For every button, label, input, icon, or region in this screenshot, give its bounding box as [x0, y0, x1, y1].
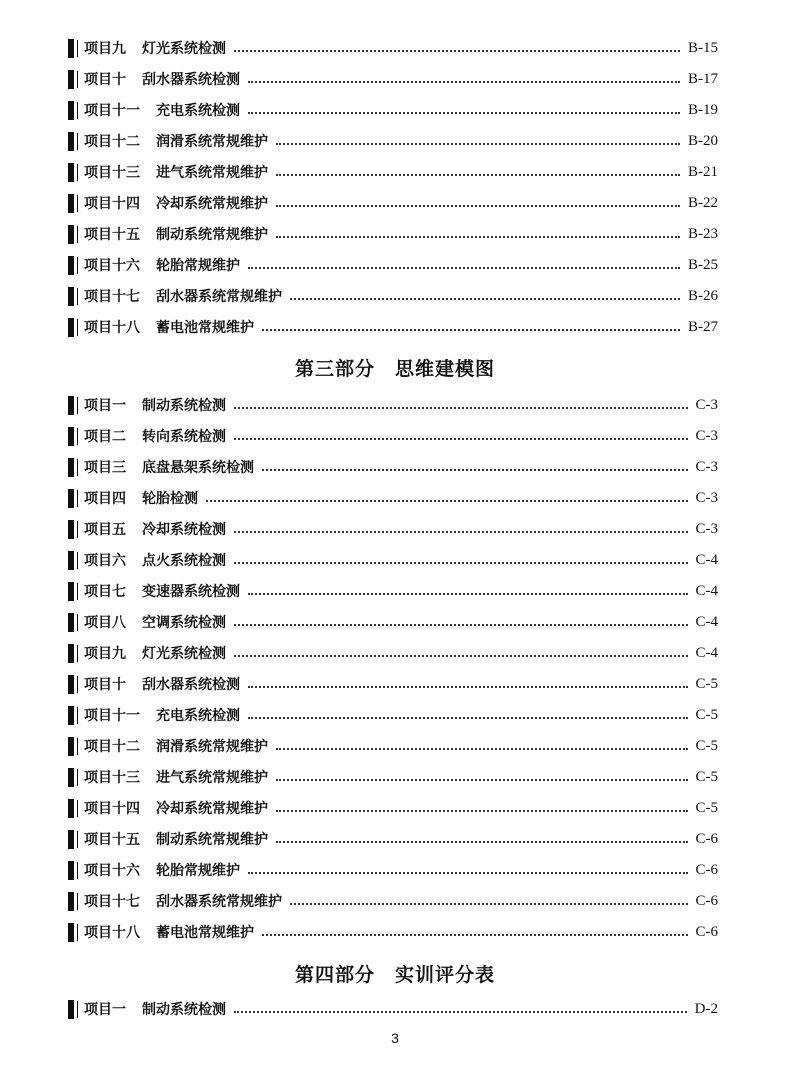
- entry-label: 项目十五: [84, 832, 140, 848]
- entry-marker-line: [77, 800, 78, 817]
- entry-title: 制动系统检测: [142, 1002, 226, 1018]
- entry-page: B-15: [688, 39, 718, 56]
- entry-page: C-4: [695, 582, 718, 599]
- entry-marker: [68, 163, 74, 182]
- entry-page: C-6: [695, 892, 718, 909]
- entry-title: 进气系统常规维护: [156, 165, 268, 181]
- toc-entry[interactable]: [68, 98, 718, 122]
- toc-entry[interactable]: [68, 517, 718, 541]
- entry-page: B-20: [688, 132, 718, 149]
- entry-title: 空调系统检测: [142, 615, 226, 631]
- entry-title: 底盘悬架系统检测: [142, 460, 254, 476]
- entry-title: 刮水器系统检测: [142, 72, 240, 88]
- entry-title: 轮胎检测: [142, 491, 198, 507]
- entry-page: D-2: [694, 1000, 718, 1017]
- dot-leader: [234, 562, 688, 564]
- dot-leader: [276, 236, 680, 238]
- dot-leader: [248, 81, 680, 83]
- entry-marker-line: [77, 195, 78, 212]
- entry-label: 项目十四: [84, 196, 140, 212]
- dot-leader: [262, 329, 680, 331]
- dot-leader: [248, 267, 680, 269]
- entry-title: 冷却系统常规维护: [156, 196, 268, 212]
- entry-marker-line: [77, 459, 78, 476]
- entry-title: 蓄电池常规维护: [156, 925, 254, 941]
- entry-title: 刮水器系统检测: [142, 677, 240, 693]
- entry-marker-line: [77, 552, 78, 569]
- entry-label: 项目九: [84, 646, 126, 662]
- entry-label: 项目四: [84, 491, 126, 507]
- entry-page: C-5: [695, 737, 718, 754]
- entry-label: 项目十八: [84, 925, 140, 941]
- entry-marker-line: [77, 924, 78, 941]
- entry-marker: [68, 861, 74, 880]
- toc-entry[interactable]: [68, 67, 718, 91]
- dot-leader: [206, 500, 688, 502]
- dot-leader: [276, 205, 680, 207]
- entry-marker-line: [77, 676, 78, 693]
- entry-page: B-26: [688, 287, 718, 304]
- dot-leader: [276, 174, 680, 176]
- toc-entry[interactable]: [68, 36, 718, 60]
- toc-entry[interactable]: [68, 160, 718, 184]
- toc-entry[interactable]: [68, 997, 718, 1021]
- entry-page: C-3: [695, 458, 718, 475]
- entry-title: 冷却系统常规维护: [156, 801, 268, 817]
- toc-entry[interactable]: [68, 548, 718, 572]
- entry-page: C-5: [695, 675, 718, 692]
- entry-marker-line: [77, 164, 78, 181]
- entry-title: 转向系统检测: [142, 429, 226, 445]
- entry-page: B-23: [688, 225, 718, 242]
- entry-marker-line: [77, 862, 78, 879]
- toc-entry[interactable]: [68, 393, 718, 417]
- entry-marker-line: [77, 133, 78, 150]
- entry-page: C-5: [695, 706, 718, 723]
- entry-title: 冷却系统检测: [142, 522, 226, 538]
- toc-entry[interactable]: [68, 315, 718, 339]
- entry-page: B-21: [688, 163, 718, 180]
- entry-label: 项目十八: [84, 320, 140, 336]
- dot-leader: [248, 872, 688, 874]
- entry-page: C-3: [695, 489, 718, 506]
- entry-marker-line: [77, 645, 78, 662]
- entry-marker: [68, 39, 74, 58]
- dot-leader: [234, 655, 688, 657]
- entry-page: C-5: [695, 799, 718, 816]
- toc-entry[interactable]: [68, 191, 718, 215]
- entry-marker: [68, 132, 74, 151]
- entry-marker: [68, 194, 74, 213]
- entry-marker: [68, 644, 74, 663]
- entry-title: 制动系统常规维护: [156, 227, 268, 243]
- entry-marker: [68, 892, 74, 911]
- entry-marker-line: [77, 769, 78, 786]
- entry-marker-line: [77, 583, 78, 600]
- entry-page: C-6: [695, 861, 718, 878]
- entry-marker-line: [77, 397, 78, 414]
- dot-leader: [262, 469, 688, 471]
- toc-entry[interactable]: [68, 455, 718, 479]
- entry-title: 灯光系统检测: [142, 41, 226, 57]
- entry-label: 项目五: [84, 522, 126, 538]
- section-heading-part-three: 第三部分 思维建模图: [294, 358, 495, 380]
- entry-marker: [68, 582, 74, 601]
- entry-title: 蓄电池常规维护: [156, 320, 254, 336]
- entry-title: 充电系统检测: [156, 708, 240, 724]
- dot-leader: [290, 298, 680, 300]
- entry-marker-line: [77, 521, 78, 538]
- toc-entry[interactable]: [68, 703, 718, 727]
- entry-label: 项目十六: [84, 258, 140, 274]
- entry-page: B-25: [688, 256, 718, 273]
- toc-entry[interactable]: [68, 486, 718, 510]
- entry-page: C-3: [695, 427, 718, 444]
- toc-entry[interactable]: [68, 796, 718, 820]
- entry-title: 充电系统检测: [156, 103, 240, 119]
- entry-marker: [68, 396, 74, 415]
- entry-title: 进气系统常规维护: [156, 770, 268, 786]
- entry-marker-line: [77, 288, 78, 305]
- toc-entry[interactable]: [68, 858, 718, 882]
- dot-leader: [276, 748, 688, 750]
- entry-marker-line: [77, 71, 78, 88]
- entry-marker: [68, 427, 74, 446]
- dot-leader: [234, 531, 688, 533]
- entry-label: 项目十六: [84, 863, 140, 879]
- toc-entry[interactable]: [68, 672, 718, 696]
- dot-leader: [234, 1011, 687, 1013]
- entry-marker: [68, 768, 74, 787]
- dot-leader: [234, 438, 688, 440]
- dot-leader: [290, 903, 688, 905]
- entry-marker: [68, 458, 74, 477]
- entry-marker-line: [77, 226, 78, 243]
- entry-marker: [68, 287, 74, 306]
- toc-entry[interactable]: [68, 827, 718, 851]
- entry-label: 项目十四: [84, 801, 140, 817]
- dot-leader: [234, 624, 688, 626]
- entry-marker: [68, 225, 74, 244]
- entry-label: 项目七: [84, 584, 126, 600]
- entry-marker-line: [77, 319, 78, 336]
- entry-marker: [68, 1000, 74, 1019]
- entry-marker: [68, 799, 74, 818]
- dot-leader: [248, 717, 688, 719]
- entry-label: 项目十一: [84, 103, 140, 119]
- entry-label: 项目九: [84, 41, 126, 57]
- dot-leader: [276, 779, 688, 781]
- entry-marker-line: [77, 102, 78, 119]
- entry-marker: [68, 520, 74, 539]
- entry-label: 项目十一: [84, 708, 140, 724]
- entry-label: 项目十: [84, 72, 126, 88]
- dot-leader: [276, 841, 688, 843]
- entry-marker-line: [77, 614, 78, 631]
- toc-entry[interactable]: [68, 889, 718, 913]
- entry-marker-line: [77, 1001, 78, 1018]
- entry-title: 润滑系统常规维护: [156, 134, 268, 150]
- dot-leader: [234, 407, 688, 409]
- toc-entry[interactable]: [68, 253, 718, 277]
- dot-leader: [276, 143, 680, 145]
- toc-entry[interactable]: [68, 641, 718, 665]
- entry-title: 轮胎常规维护: [156, 258, 240, 274]
- entry-page: B-27: [688, 318, 718, 335]
- entry-page: C-3: [695, 396, 718, 413]
- entry-title: 变速器系统检测: [142, 584, 240, 600]
- entry-page: C-6: [695, 923, 718, 940]
- entry-marker: [68, 256, 74, 275]
- entry-label: 项目十七: [84, 289, 140, 305]
- entry-marker: [68, 70, 74, 89]
- toc-entry[interactable]: [68, 734, 718, 758]
- entry-page: C-4: [695, 551, 718, 568]
- entry-label: 项目六: [84, 553, 126, 569]
- dot-leader: [276, 810, 688, 812]
- entry-label: 项目十二: [84, 134, 140, 150]
- toc-entry[interactable]: [68, 610, 718, 634]
- entry-title: 润滑系统常规维护: [156, 739, 268, 755]
- entry-page: C-4: [695, 644, 718, 661]
- entry-marker: [68, 101, 74, 120]
- entry-marker: [68, 613, 74, 632]
- entry-title: 制动系统常规维护: [156, 832, 268, 848]
- dot-leader: [248, 686, 688, 688]
- entry-title: 制动系统检测: [142, 398, 226, 414]
- dot-leader: [262, 934, 688, 936]
- dot-leader: [234, 50, 680, 52]
- entry-marker-line: [77, 893, 78, 910]
- entry-marker-line: [77, 707, 78, 724]
- entry-label: 项目三: [84, 460, 126, 476]
- entry-label: 项目十三: [84, 165, 140, 181]
- entry-page: B-19: [688, 101, 718, 118]
- entry-page: B-17: [688, 70, 718, 87]
- entry-marker: [68, 675, 74, 694]
- entry-marker-line: [77, 428, 78, 445]
- entry-page: C-4: [695, 613, 718, 630]
- toc-entry[interactable]: [68, 284, 718, 308]
- entry-marker: [68, 489, 74, 508]
- section-heading-part-four: 第四部分 实训评分表: [294, 964, 495, 986]
- page-number: 3: [391, 1030, 399, 1046]
- entry-label: 项目十三: [84, 770, 140, 786]
- entry-label: 项目二: [84, 429, 126, 445]
- entry-label: 项目一: [84, 398, 126, 414]
- entry-title: 轮胎常规维护: [156, 863, 240, 879]
- toc-entry[interactable]: [68, 765, 718, 789]
- entry-label: 项目八: [84, 615, 126, 631]
- entry-page: C-6: [695, 830, 718, 847]
- toc-entry[interactable]: [68, 222, 718, 246]
- entry-label: 项目十二: [84, 739, 140, 755]
- entry-marker-line: [77, 490, 78, 507]
- entry-marker: [68, 706, 74, 725]
- entry-label: 项目十七: [84, 894, 140, 910]
- toc-entry[interactable]: [68, 579, 718, 603]
- dot-leader: [248, 112, 680, 114]
- entry-page: C-5: [695, 768, 718, 785]
- toc-entry[interactable]: [68, 920, 718, 944]
- entry-title: 灯光系统检测: [142, 646, 226, 662]
- entry-marker-line: [77, 257, 78, 274]
- toc-entry[interactable]: [68, 424, 718, 448]
- entry-marker: [68, 830, 74, 849]
- entry-title: 刮水器系统常规维护: [156, 894, 282, 910]
- entry-marker-line: [77, 831, 78, 848]
- entry-marker: [68, 923, 74, 942]
- entry-title: 点火系统检测: [142, 553, 226, 569]
- dot-leader: [248, 593, 688, 595]
- entry-marker-line: [77, 40, 78, 57]
- entry-marker: [68, 318, 74, 337]
- entry-title: 刮水器系统常规维护: [156, 289, 282, 305]
- entry-marker: [68, 737, 74, 756]
- entry-page: B-22: [688, 194, 718, 211]
- entry-marker: [68, 551, 74, 570]
- entry-label: 项目十: [84, 677, 126, 693]
- entry-marker-line: [77, 738, 78, 755]
- toc-entry[interactable]: [68, 129, 718, 153]
- entry-label: 项目一: [84, 1002, 126, 1018]
- entry-label: 项目十五: [84, 227, 140, 243]
- entry-page: C-3: [695, 520, 718, 537]
